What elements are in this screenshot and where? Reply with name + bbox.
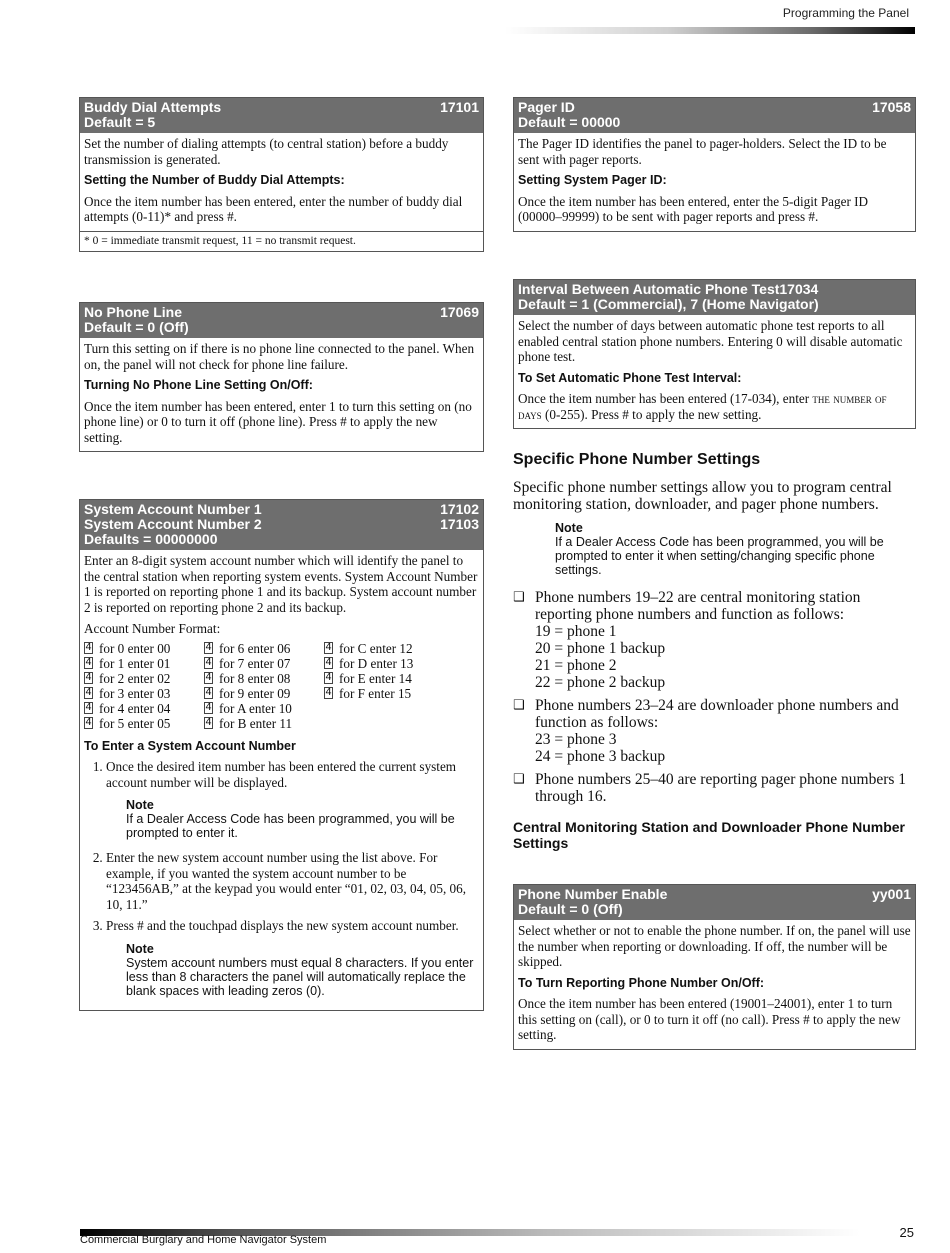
section-intro: Specific phone number settings allow you to program central monitoring station, downloader, and pager phone numbers. (513, 479, 892, 513)
no-phone-line-subhead: Turning No Phone Line Setting On/Off: (84, 378, 313, 392)
format-column-1 (84, 641, 204, 731)
note-text: If a Dealer Access Code has been programmed, you will be prompted to enter it when setting/changing specific phone settings. (555, 535, 884, 577)
keypad-icon: 4 (205, 687, 212, 698)
note-account-length (126, 942, 479, 998)
keypad-icon: 4 (205, 657, 212, 668)
step-1-text: Once the desired item number has been entered the current system account number will be displayed. (106, 759, 457, 790)
buddy-dial-header (80, 98, 483, 133)
buddy-dial-default: Default = 5 (84, 114, 156, 130)
system-account-code-2: 17103 (440, 516, 479, 532)
no-phone-line-default: Default = 0 (Off) (84, 319, 189, 335)
note-title: Note (126, 798, 154, 812)
buddy-dial-code: 17101 (440, 99, 479, 115)
list-item: 4 for 7 enter 07 (205, 655, 291, 671)
buddy-dial-box (79, 97, 484, 252)
no-phone-line-code: 17069 (440, 304, 479, 320)
step-item (106, 850, 479, 912)
format-label: Account Number Format: (84, 621, 221, 636)
keypad-icon: 4 (85, 642, 92, 653)
note-dealer-code (126, 798, 479, 840)
note-specific (555, 521, 913, 577)
list-item: 4 for E enter 14 (325, 670, 412, 686)
list-item: 4 for D enter 13 (325, 655, 414, 671)
keypad-icon: 4 (205, 642, 212, 653)
list-item: 4 for A enter 10 (205, 700, 292, 716)
keypad-icon: 4 (205, 717, 212, 728)
phone-enable-box (513, 884, 916, 1050)
phone-test-header (514, 280, 915, 315)
running-header: Programming the Panel (782, 6, 909, 20)
phone-test-subhead: To Set Automatic Phone Test Interval: (518, 370, 742, 385)
list-item: 4 for 4 enter 04 (85, 700, 171, 716)
system-account-title-1: System Account Number 1 (84, 501, 262, 517)
small-caps-text: the number of days (518, 391, 887, 422)
list-item: 4 for 9 enter 09 (205, 685, 291, 701)
keypad-icon: 4 (85, 672, 92, 683)
no-phone-line-title: No Phone Line (84, 304, 182, 320)
system-account-default: Defaults = 00000000 (84, 531, 218, 547)
format-column-3 (324, 641, 464, 731)
list-item: 4 for 1 enter 01 (85, 655, 171, 671)
keypad-icon: 4 (325, 687, 332, 698)
note-text: If a Dealer Access Code has been programmed, you will be prompted to enter it. (126, 812, 455, 840)
phone-test-instr: Once the item number has been entered (17-034), enter the number of days (0-255). Press # to apply the new setting. (518, 391, 887, 422)
phone-test-default: Default = 1 (Commercial), 7 (Home Navigator) (518, 296, 819, 312)
format-column-2 (204, 641, 324, 731)
system-account-box (79, 499, 484, 1011)
system-account-header (80, 500, 483, 550)
list-item: 4 for 8 enter 08 (205, 670, 291, 686)
list-item: 4 for 3 enter 03 (85, 685, 171, 701)
footer-title: Commercial Burglary and Home Navigator System (80, 1234, 327, 1246)
phone-enable-subhead: To Turn Reporting Phone Number On/Off: (518, 975, 765, 990)
list-item: 4 for 0 enter 00 (85, 640, 171, 656)
keypad-icon: 4 (325, 672, 332, 683)
checkbox-bullet-icon: ❑ (513, 698, 525, 713)
keypad-icon: 4 (85, 717, 92, 728)
note-text: System account numbers must equal 8 characters. If you enter less than 8 characters the panel will automatically replace the blank spaces with leading zeros (0). (126, 955, 474, 998)
checkbox-bullet-icon: ❑ (513, 590, 525, 605)
pager-id-code: 17058 (872, 99, 911, 115)
pager-id-title: Pager ID (518, 99, 575, 115)
list-item: 4 for F enter 15 (325, 685, 412, 701)
phone-enable-instr: Once the item number has been entered (19001–24001), enter 1 to turn this setting on (call), or 0 to turn it off (no call). Press # to apply the new setting. (518, 996, 901, 1042)
list-item: 4 for B enter 11 (205, 715, 293, 731)
pager-id-subhead: Setting System Pager ID: (518, 173, 667, 187)
phone-enable-title: Phone Number Enable (518, 886, 668, 902)
page-number: 25 (899, 1225, 914, 1240)
step-3-text: Press # and the touchpad displays the new system account number. (106, 918, 459, 933)
phone-test-desc: Select the number of days between automatic phone test reports to all enabled central station phone numbers. Entering 0 will disable automatic phone test. (518, 318, 903, 364)
keypad-icon: 4 (205, 702, 212, 713)
phone-test-title: Interval Between Automatic Phone Test17034 (518, 281, 819, 297)
keypad-icon: 4 (85, 687, 92, 698)
phone-enable-code: yy001 (872, 886, 911, 902)
phone-test-box (513, 279, 916, 429)
system-account-title-2: System Account Number 2 (84, 516, 262, 532)
phone-enable-default: Default = 0 (Off) (518, 901, 623, 917)
note-title: Note (126, 941, 154, 956)
pager-id-default: Default = 00000 (518, 114, 621, 130)
list-item: ❑ Phone numbers 25–40 are reporting pager phone numbers 1 through 16. (513, 771, 907, 805)
pager-id-box (513, 97, 916, 232)
system-account-steps (84, 759, 479, 998)
step-item (106, 759, 479, 840)
buddy-dial-subhead: Setting the Number of Buddy Dial Attempts: (84, 173, 345, 187)
keypad-icon: 4 (205, 672, 212, 683)
specific-settings-section (513, 451, 913, 851)
step-2-text: Enter the new system account number using the list above. For example, if you wanted the system account number to be “123456AB,” at the keypad you would enter “01, 02, 03, 04, 05, 06, 10, 11.” (106, 850, 467, 912)
keypad-icon: 4 (85, 702, 92, 713)
note-title: Note (555, 521, 583, 535)
buddy-dial-title: Buddy Dial Attempts (84, 99, 222, 115)
system-account-desc: Enter an 8-digit system account number which will identify the panel to the central station when reporting system events. System Account Number 1 is reported on reporting phone 1 and its backup. System account number 2 is reported on reporting phone 2 and its backup. (84, 553, 478, 615)
buddy-dial-footnote: * 0 = immediate transmit request, 11 = no transmit request. (80, 231, 483, 251)
checkbox-bullet-icon: ❑ (513, 772, 525, 787)
section-heading: Specific Phone Number Settings (513, 451, 761, 468)
no-phone-line-header (80, 303, 483, 338)
list-item: 4 for 6 enter 06 (205, 640, 291, 656)
pager-id-header (514, 98, 915, 133)
system-account-subhead: To Enter a System Account Number (84, 738, 296, 753)
no-phone-line-box (79, 302, 484, 452)
step-item (106, 918, 479, 998)
header-gradient-bar (505, 27, 915, 34)
list-item: ❑ Phone numbers 19–22 are central monitoring station reporting phone numbers and function as follows: 19 = phone 1 20 = phone 1 backup 21 = phone 2 22 = phone 2 backup (513, 589, 861, 691)
keypad-icon: 4 (325, 642, 332, 653)
keypad-icon: 4 (85, 657, 92, 668)
phone-enable-desc: Select whether or not to enable the phone number. If on, the panel will use the number when reporting or downloading. If off, the number will be skipped. (518, 923, 911, 969)
list-item: ❑ Phone numbers 23–24 are downloader phone numbers and function as follows: 23 = phone 3 24 = phone 3 backup (513, 697, 899, 765)
phone-enable-header (514, 885, 915, 920)
list-item: 4 for 2 enter 02 (85, 670, 171, 686)
system-account-code-1: 17102 (440, 501, 479, 517)
buddy-dial-instr: Once the item number has been entered, enter the number of buddy dial attempts (0-11)* and press #. (84, 193, 463, 224)
no-phone-line-desc: Turn this setting on if there is no phone line connected to the panel. When on, the panel will not check for phone line failure. (84, 341, 475, 372)
no-phone-line-instr: Once the item number has been entered, enter 1 to turn this setting on (no phone line) or 0 to turn it off (phone line). Press # to apply the new setting. (84, 398, 472, 445)
pager-id-desc: The Pager ID identifies the panel to pager-holders. Select the ID to be sent with pager reports. (518, 136, 887, 167)
cms-heading: Central Monitoring Station and Downloader Phone Number Settings (513, 819, 906, 851)
list-item: 4 for 5 enter 05 (85, 715, 171, 731)
list-item: 4 for C enter 12 (325, 640, 413, 656)
buddy-dial-desc: Set the number of dialing attempts (to central station) before a buddy transmission is generated. (84, 136, 449, 167)
pager-id-instr: Once the item number has been entered, enter the 5-digit Pager ID (00000–99999) to be sent with pager reports and press #. (518, 193, 869, 224)
account-format-list (84, 641, 479, 731)
keypad-icon: 4 (325, 657, 332, 668)
